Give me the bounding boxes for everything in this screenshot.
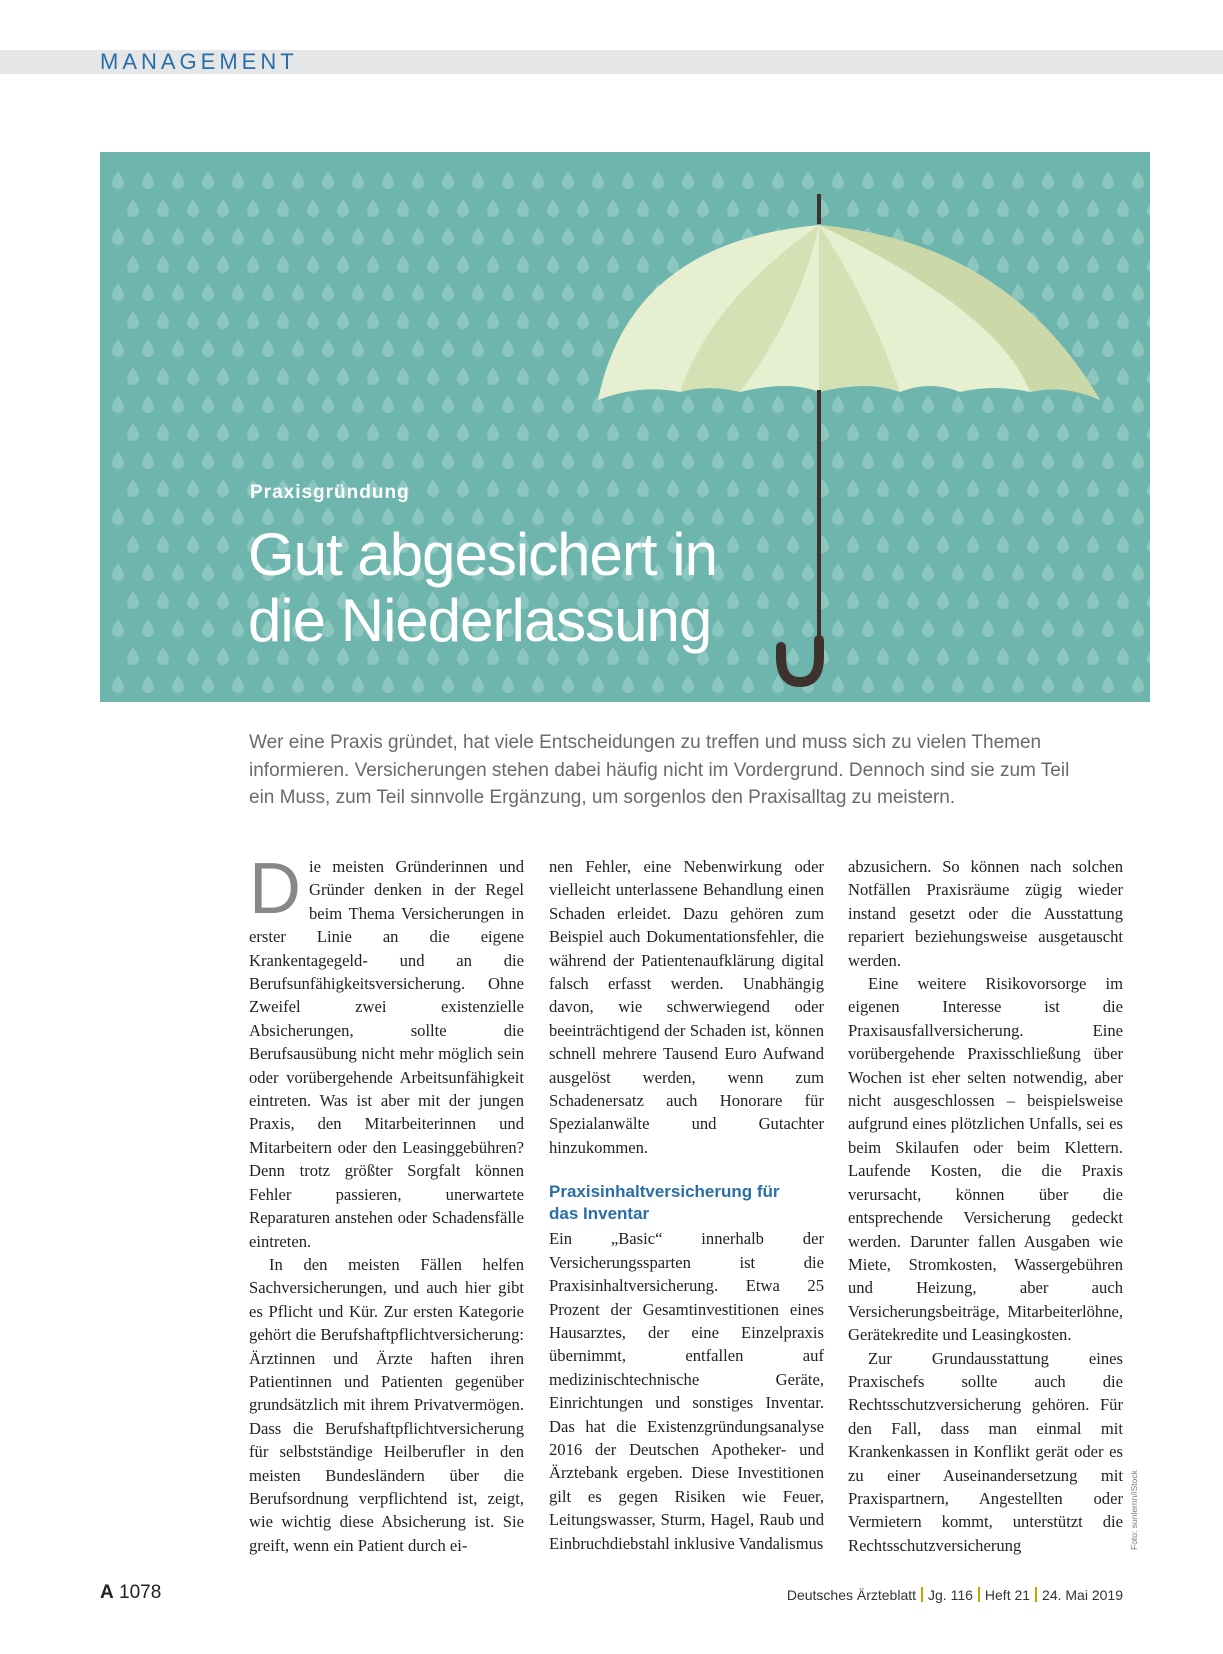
- paragraph: Zur Grundausstattung eines Praxischefs sollte auch die Rechtsschutzversicherung gehören. Für den Fall, dass man einmal mit Krankenkassen in Konflikt gerät oder es zu einer Auseinandersetzung mit Praxispartnern, Angestellten oder Vermietern kommt, unterstützt die Rechtsschutzversicherung: [848, 1348, 1123, 1555]
- hero-kicker: Praxisgründung: [250, 482, 410, 503]
- paragraph: nen Fehler, eine Nebenwirkung oder vielleicht unterlassene Behandlung einen Schaden erleidet. Dazu gehören zum Beispiel auch Dokumentationsfehler, die während der Patientenaufklärung digital falsch erfasst werden. Unabhängig davon, wie schwerwiegend oder beeinträchtigend der Schaden ist, können schnell mehrere Tausend Euro Aufwand ausgelöst werden, wenn zum Schadenersatz auch Honorare für Spezialanwälte und Gutachter hinzukommen.: [549, 857, 824, 1157]
- lead-paragraph: Wer eine Praxis gründet, hat viele Entscheidungen zu treffen und muss sich zu vielen Themen informieren. Versicherungen stehen dabei häufig nicht im Vordergrund. Dennoch sind sie zum Teil ein Muss, zum Teil sinnvolle Ergänzung, um sorgenlos den Praxisalltag zu meistern.: [249, 732, 1070, 808]
- paragraph: abzusichern. So können nach solchen Notfällen Praxisräume zügig wieder instand gesetzt oder die Ausstattung repariert beziehungsweise ausgetauscht werden.: [848, 857, 1123, 970]
- paragraph: Eine weitere Risikovorsorge im eigenen Interesse ist die Praxisausfallversicherung. Eine vorübergehende Praxisschließung über Wochen ist eher selten notwendig, aber nicht ausgeschlossen – beispielsweise aufgrund eines plötzlichen Unfalls, sei es beim Skilaufen oder beim Klettern. Laufende Kosten, die die Praxis verursacht, können über die entsprechende Versicherung gedeckt werden. Darunter fallen Ausgaben wie Miete, Stromkosten, Wassergebühren und Heizung, aber auch Versicherungsbeiträge, Mitarbeiterlöhne, Gerätekredite und Leasingkosten.: [848, 974, 1123, 1345]
- journal-name: Deutsches Ärzteblatt: [786, 1587, 917, 1603]
- subheading-line-1: Praxisinhaltversicherung für: [549, 1182, 780, 1202]
- article-column-3: [848, 855, 1123, 1557]
- paragraph: Ein „Basic“ innerhalb der Versicherungssparten ist die Praxisinhaltversicherung. Etwa 25 Prozent der Gesamtinvestitionen eines Hausarztes, der eine Einzelpraxis übernimmt, entfallen auf medizinischtechnische Geräte, Einrichtungen und sonstiges Inventar. Das hat die Existenzgründungsanalyse 2016 der Deutschen Apotheker- und Ärztebank ergeben. Diese Investitionen gilt es gegen Risiken wie Feuer, Leitungswasser, Sturm, Hagel, Raub und Einbruchdiebstahl inklusive Vandalismus: [549, 1229, 824, 1553]
- separator: [978, 1587, 980, 1602]
- headline-line-2: die Niederlassung: [248, 587, 712, 654]
- article-column-2: [549, 855, 824, 1555]
- issue: Heft 21: [984, 1587, 1031, 1603]
- separator: [921, 1587, 923, 1602]
- paragraph-text: ie meisten Gründerinnen und Gründer denken in der Regel beim Thema Versicherungen in erster Linie an die eigene Krankentagegeld- und an die Berufsunfähigkeitsversicherung. Ohne Zweifel zwei existenzielle Absicherungen, sollte die Berufsausübung nicht mehr möglich sein oder vorübergehende Arbeitsunfähigkeit eintreten. Was ist aber mit der jungen Praxis, den Mitarbeiterinnen und Mitarbeitern oder den Leasinggebühren? Denn trotz größter Sorgfalt können Fehler passieren, unerwartete Reparaturen anstehen oder Schadensfälle eintreten.: [249, 857, 524, 1251]
- dropcap: D: [249, 849, 301, 929]
- issue-date: 24. Mai 2019: [1042, 1587, 1123, 1603]
- headline-line-1: Gut abgesichert in: [248, 521, 717, 588]
- hero-image: [100, 152, 1150, 702]
- paragraph: In den meisten Fällen helfen Sachversicherungen, und auch hier gibt es Pflicht und Kür. Zur ersten Kategorie gehört die Berufshaftpflichtversicherung: Ärztinnen und Ärzte haften ihren Patientinnen und Patienten gegenüber grundsätzlich mit ihrem Privatvermögen. Dass die Berufshaftpflichtversicherung für selbstständige Heilberufler in den meisten Bundesländern über die Berufsordnung verpflichtend ist, zeigt, wie wichtig diese Absicherung ist. Sie greift, wenn ein Patient durch ei-: [249, 1254, 524, 1555]
- subheading: [549, 1181, 824, 1225]
- footer-citation: [787, 1587, 1123, 1603]
- volume: Jg. 116: [928, 1587, 973, 1603]
- page-number-value: 1078: [119, 1582, 162, 1603]
- page-number: [100, 1582, 161, 1604]
- subheading-line-2: das Inventar: [549, 1204, 650, 1224]
- paragraph: [249, 849, 524, 1253]
- page-title: [248, 522, 808, 654]
- separator: [1035, 1587, 1037, 1602]
- page-prefix: A: [100, 1582, 114, 1603]
- photo-credit: Foto: sunlernn/iStock: [1129, 1470, 1139, 1550]
- section-label: MANAGEMENT: [100, 49, 298, 74]
- article-column-1: [249, 849, 524, 1557]
